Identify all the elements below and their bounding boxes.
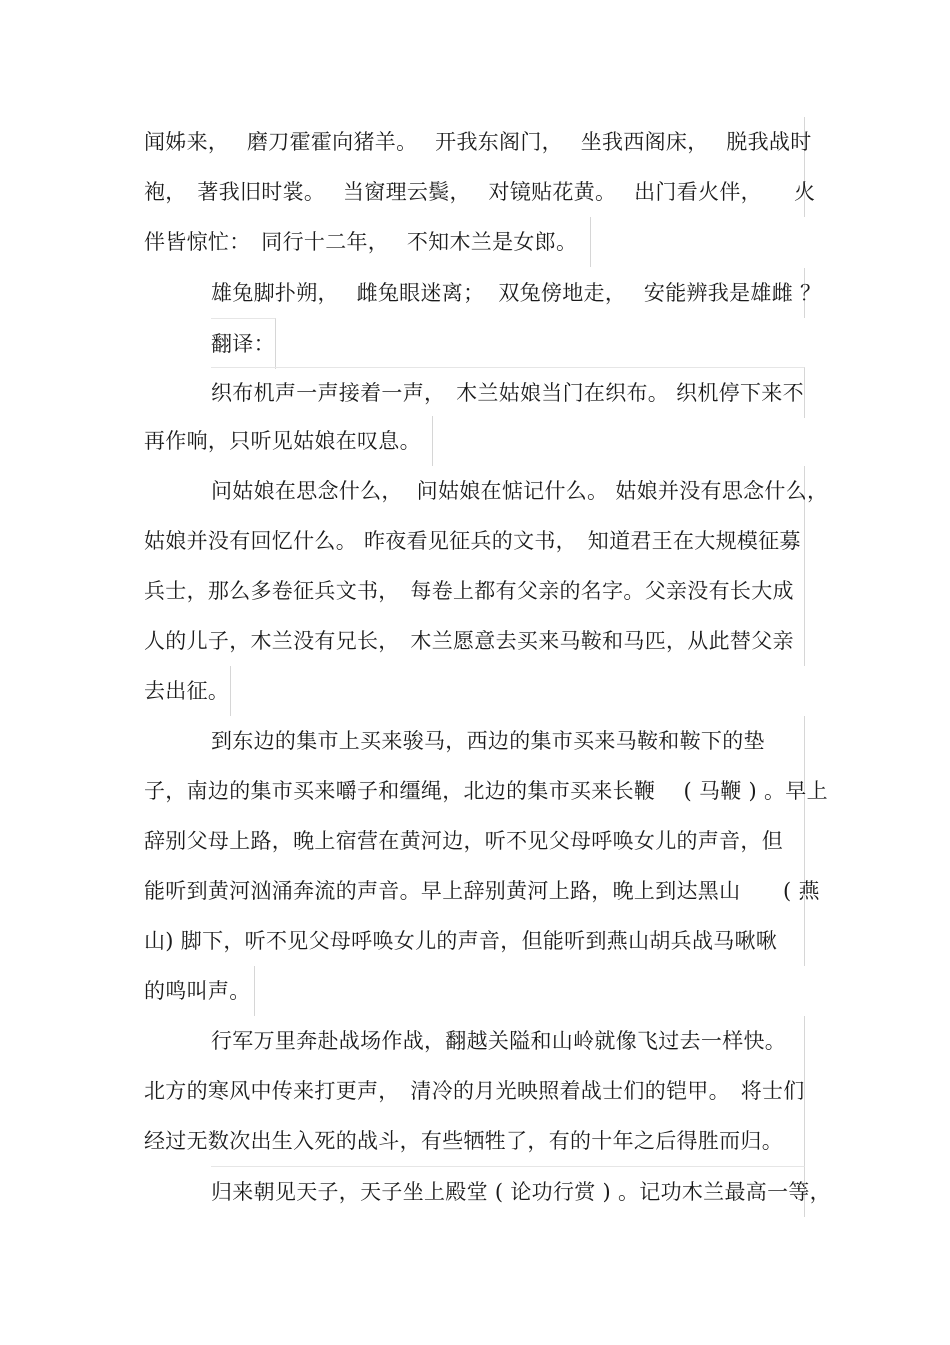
text-line: 的鸣叫声。	[144, 966, 255, 1016]
text-line: 北方的寒风中传来打更声， 清冷的月光映照着战士们的铠甲。 将士们	[144, 1066, 805, 1116]
text-line: 姑娘并没有回忆什么。 昨夜看见征兵的文书， 知道君王在大规模征募	[144, 516, 805, 566]
text-line: 归来朝见天子，天子坐上殿堂 ( 论功行赏 ) 。记功木兰最高一等，	[211, 1166, 805, 1217]
text-line: 去出征。	[144, 666, 231, 716]
text-line: 能听到黄河汹涌奔流的声音。早上辞别黄河上路，晚上到达黑山 ( 燕	[144, 866, 805, 916]
text-line: 到东边的集市上买来骏马，西边的集市买来马鞍和鞍下的垫	[211, 716, 805, 766]
text-line: 问姑娘在思念什么， 问姑娘在惦记什么。 姑娘并没有思念什么，	[211, 466, 805, 516]
text-line: 闻姊来， 磨刀霍霍向猪羊。 开我东阁门， 坐我西阁床， 脱我战时	[144, 117, 805, 167]
text-line: 行军万里奔赴战场作战，翻越关隘和山岭就像飞过去一样快。	[211, 1016, 805, 1066]
text-line: 子，南边的集市买来嚼子和缰绳，北边的集市买来长鞭 ( 马鞭 ) 。早上	[144, 766, 805, 816]
text-line: 袍， 著我旧时裳。 当窗理云鬓， 对镜贴花黄。 出门看火伴， 火	[144, 167, 805, 217]
text-line: 辞别父母上路，晚上宿营在黄河边，听不见父母呼唤女儿的声音，但	[144, 816, 805, 866]
text-line: 再作响，只听见姑娘在叹息。	[144, 416, 433, 466]
text-line: 兵士，那么多卷征兵文书， 每卷上都有父亲的名字。父亲没有长大成	[144, 566, 805, 616]
text-line: 织布机声一声接着一声， 木兰姑娘当门在织布。 织机停下来不	[211, 367, 805, 418]
text-line: 山) 脚下，听不见父母呼唤女儿的声音，但能听到燕山胡兵战马啾啾	[144, 916, 805, 966]
text-line: 人的儿子，木兰没有兄长， 木兰愿意去买来马鞍和马匹，从此替父亲	[144, 616, 805, 666]
text-line: 经过无数次出生入死的战斗，有些牺牲了，有的十年之后得胜而归。	[144, 1116, 805, 1166]
text-line: 伴皆惊忙： 同行十二年， 不知木兰是女郎。	[144, 217, 591, 267]
heading-translation: 翻译：	[211, 318, 276, 369]
text-line: 雄兔脚扑朔， 雌兔眼迷离； 双兔傍地走， 安能辨我是雄雌 ？	[211, 268, 805, 318]
